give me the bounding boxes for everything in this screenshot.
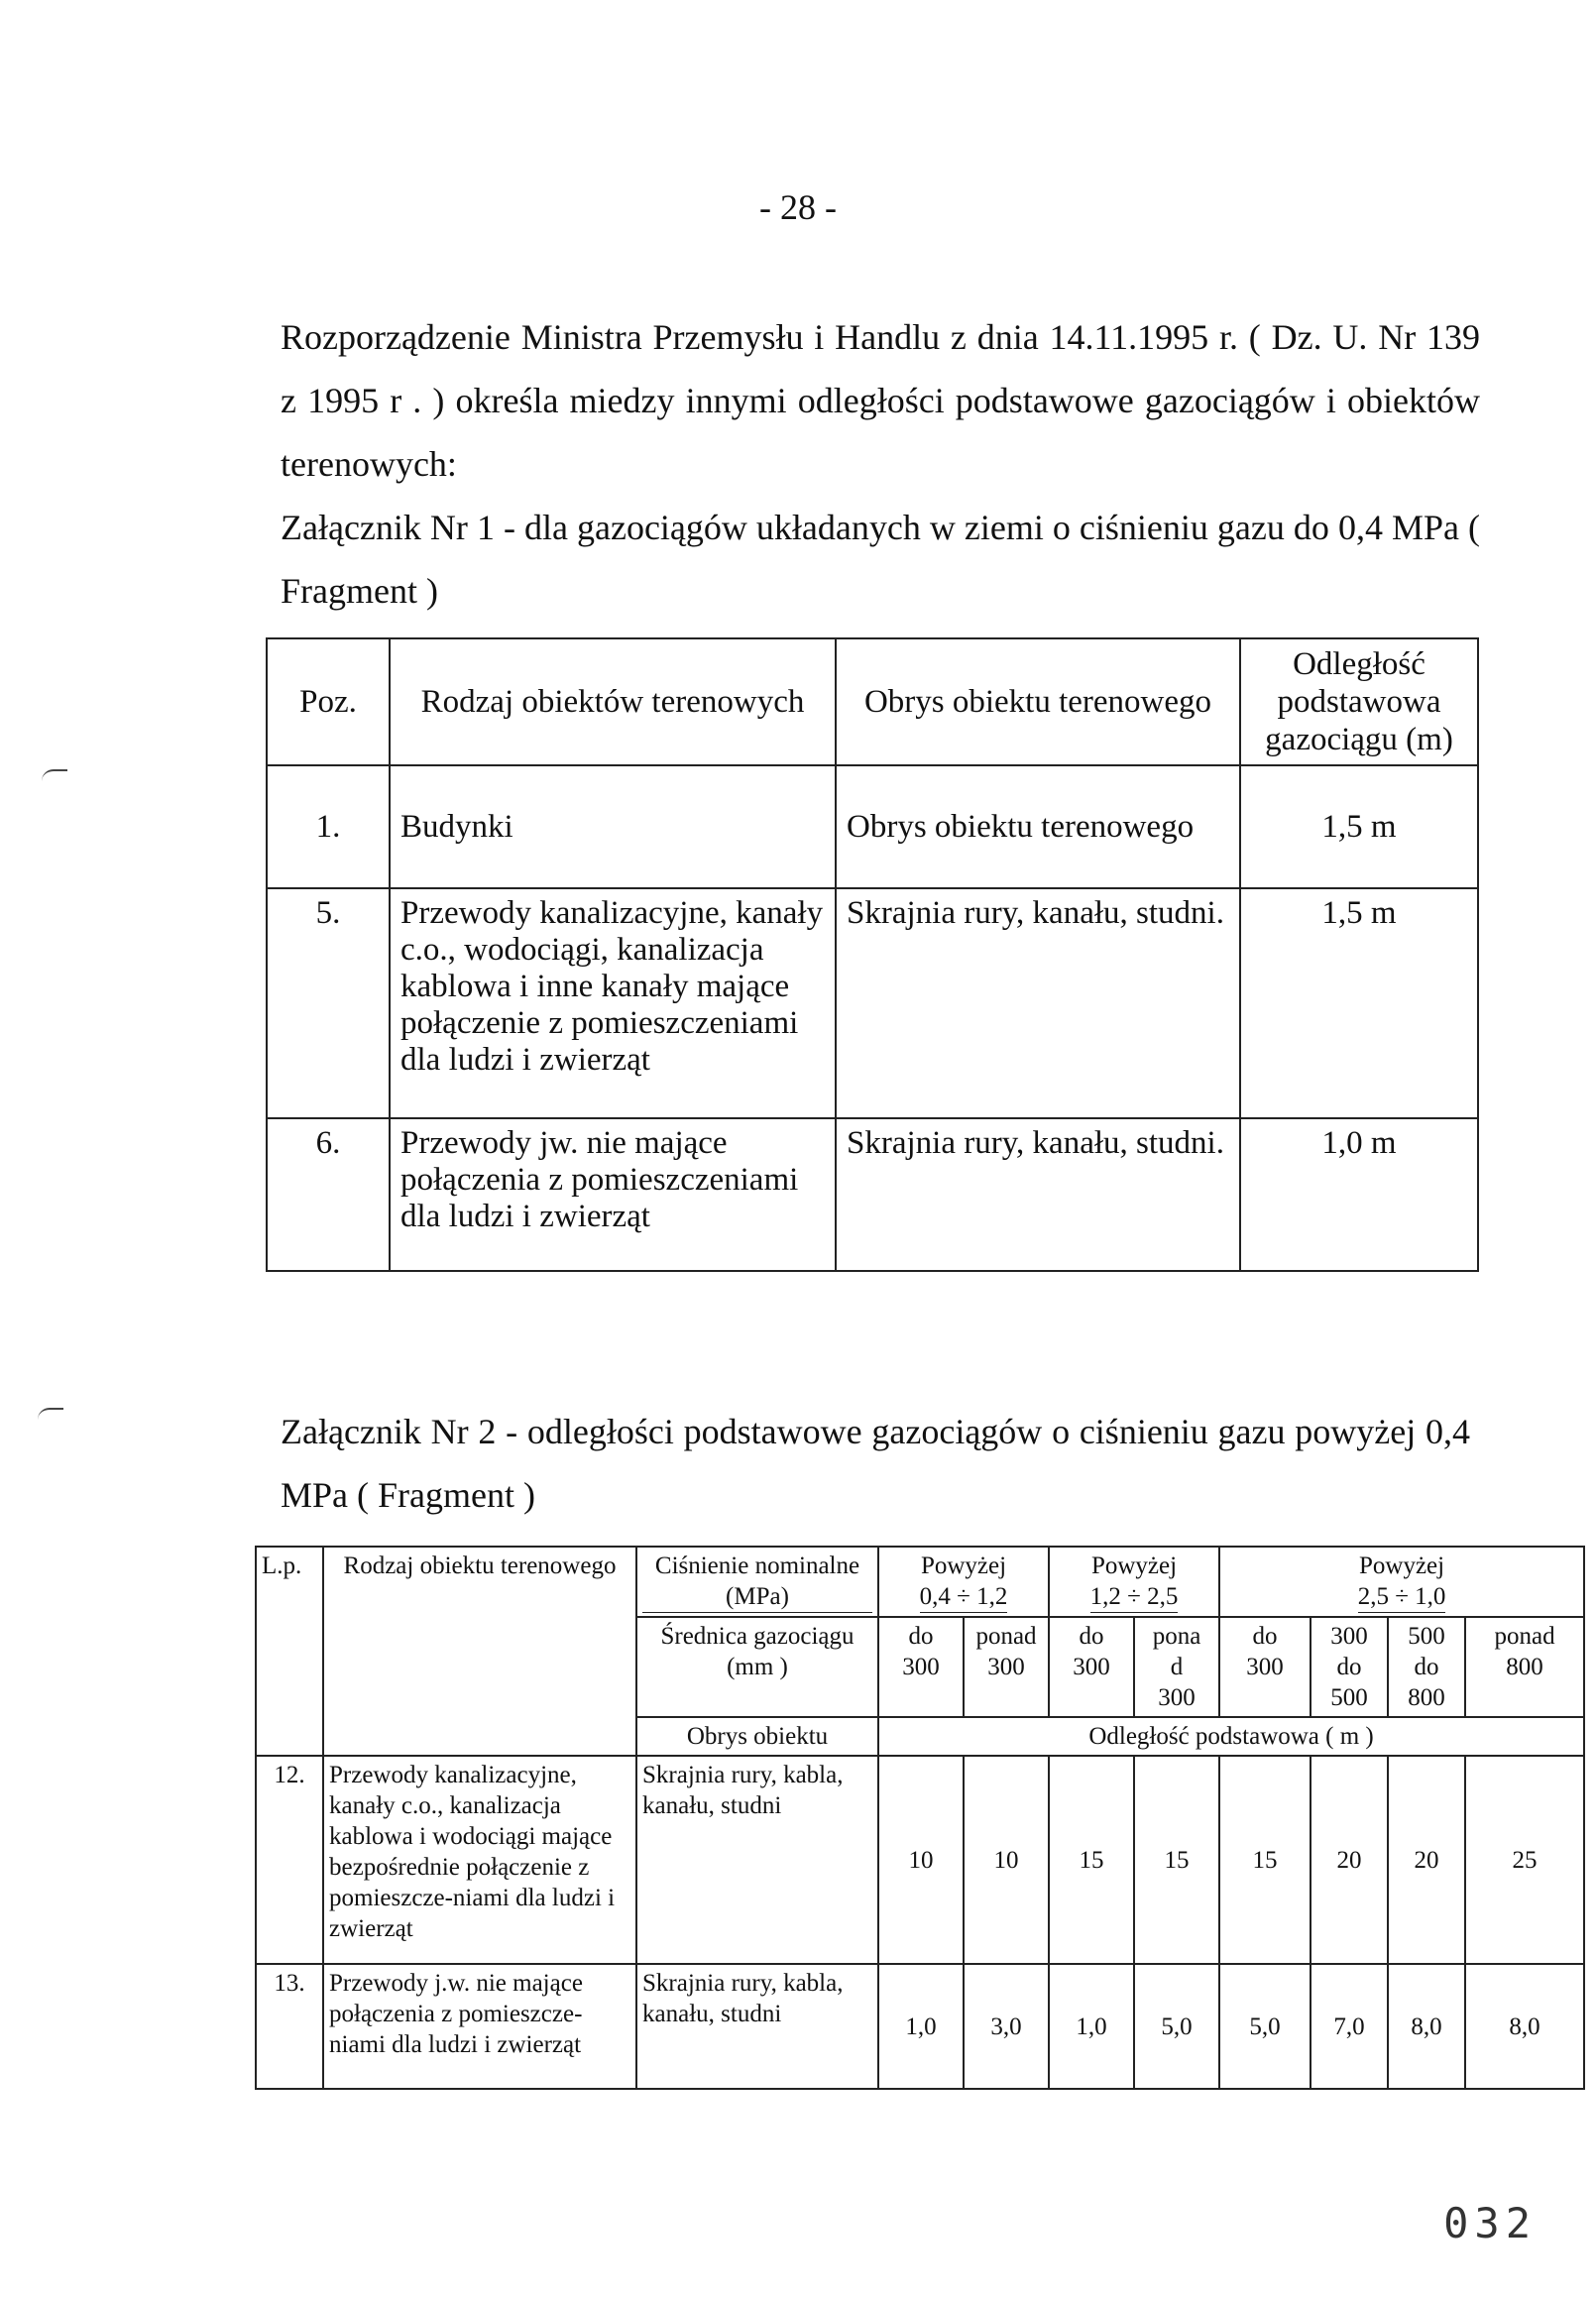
cell-value: 10: [878, 1756, 964, 1964]
diameter-cell: do 300: [1049, 1617, 1134, 1717]
header-group: Powyżej 2,5 ÷ 1,0: [1219, 1547, 1584, 1617]
diameter-cell: pona d 300: [1134, 1617, 1219, 1717]
cell-obrys: Skrajnia rury, kabla, kanału, studni: [636, 1964, 878, 2089]
cell-rodzaj: Przewody kanalizacyjne, kanały c.o., wodociągi, kanalizacja kablowa i inne kanały mające połączenie z pomieszczeniami dla ludzi i zwierząt: [390, 888, 836, 1118]
cell-poz: 1.: [267, 765, 390, 888]
header-rodzaj: Rodzaj obiektów terenowych: [390, 638, 836, 765]
cell-poz: 5.: [267, 888, 390, 1118]
attachment-2-title: Załącznik Nr 2 - odległości podstawowe gazociągów o ciśnieniu gazu powyżej 0,4 MPa ( Fragment ): [281, 1412, 1470, 1515]
diameter-cell: 300 do 500: [1311, 1617, 1388, 1717]
header-poz: Poz.: [267, 638, 390, 765]
margin-mark: [42, 769, 67, 781]
cell-value: 25: [1465, 1756, 1584, 1964]
header-srednica: Średnica gazociągu (mm ): [636, 1617, 878, 1717]
cell-value: 5,0: [1134, 1964, 1219, 2089]
cell-value: 3,0: [964, 1964, 1049, 2089]
cell-obrys: Skrajnia rury, kanału, studni.: [836, 1118, 1240, 1271]
cell-obrys: Skrajnia rury, kabla, kanału, studni: [636, 1756, 878, 1964]
cell-rodzaj: Przewody jw. nie mające połączenia z pomieszczeniami dla ludzi i zwierząt: [390, 1118, 836, 1271]
cell-odleglosc: 1,0 m: [1240, 1118, 1478, 1271]
page-number: - 28 -: [759, 187, 837, 227]
cell-value: 1,0: [878, 1964, 964, 2089]
cell-obrys: Obrys obiektu terenowego: [836, 765, 1240, 888]
header-obrys: Obrys obiektu: [636, 1717, 878, 1756]
cell-value: 5,0: [1219, 1964, 1311, 2089]
table-header-row: [267, 638, 1478, 765]
header-rodzaj: Rodzaj obiektu terenowego: [323, 1547, 636, 1756]
diameter-cell: do 300: [878, 1617, 964, 1717]
table-row: [267, 765, 1478, 888]
attachment-1-table: [266, 637, 1479, 1272]
header-group: Powyżej 0,4 ÷ 1,2: [878, 1547, 1049, 1617]
header-lp: L.p.: [256, 1547, 323, 1756]
cell-odleglosc: 1,5 m: [1240, 888, 1478, 1118]
diameter-cell: do 300: [1219, 1617, 1311, 1717]
diameter-cell: 500 do 800: [1388, 1617, 1465, 1717]
cell-value: 15: [1219, 1756, 1311, 1964]
header-odleglosc: Odległość podstawowa gazociągu (m): [1240, 638, 1478, 765]
cell-lp: 12.: [256, 1756, 323, 1964]
intro-paragraph: Rozporządzenie Ministra Przemysłu i Handlu z dnia 14.11.1995 r. ( Dz. U. Nr 139 z 1995 r . ) określa miedzy innymi odległości podstawowe gazociągów i obiektów terenowych:: [281, 317, 1480, 484]
margin-mark: [38, 1408, 63, 1420]
cell-rodzaj: Przewody kanalizacyjne, kanały c.o., kanalizacja kablowa i wodociągi mające bezpośrednie połączenie z pomieszcze-niami dla ludzi i zwierząt: [323, 1756, 636, 1964]
cell-lp: 13.: [256, 1964, 323, 2089]
cell-value: 8,0: [1388, 1964, 1465, 2089]
cell-poz: 6.: [267, 1118, 390, 1271]
header-odleglosc: Odległość podstawowa ( m ): [878, 1717, 1584, 1756]
page-stamp: 032: [1443, 2199, 1537, 2247]
cell-value: 7,0: [1311, 1964, 1388, 2089]
cell-value: 20: [1388, 1756, 1465, 1964]
table-row: [267, 888, 1478, 1118]
attachment-2-table: [255, 1546, 1585, 2090]
table-row: [256, 1964, 1584, 2089]
cell-value: 20: [1311, 1756, 1388, 1964]
cell-value: 15: [1134, 1756, 1219, 1964]
cell-obrys: Skrajnia rury, kanału, studni.: [836, 888, 1240, 1118]
cell-rodzaj: Budynki: [390, 765, 836, 888]
cell-value: 15: [1049, 1756, 1134, 1964]
attachment-1-title: Załącznik Nr 1 - dla gazociągów układanych w ziemi o ciśnieniu gazu do 0,4 MPa ( Fragment ): [281, 508, 1480, 611]
table-row: [256, 1756, 1584, 1964]
diameter-cell: ponad 300: [964, 1617, 1049, 1717]
cell-value: 10: [964, 1756, 1049, 1964]
cell-rodzaj: Przewody j.w. nie mające połączenia z pomieszcze-niami dla ludzi i zwierząt: [323, 1964, 636, 2089]
header-obrys: Obrys obiektu terenowego: [836, 638, 1240, 765]
diameter-cell: ponad 800: [1465, 1617, 1584, 1717]
header-cisnienie: Ciśnienie nominalne (MPa): [636, 1547, 878, 1617]
cell-value: 8,0: [1465, 1964, 1584, 2089]
header-group: Powyżej 1,2 ÷ 2,5: [1049, 1547, 1219, 1617]
cell-odleglosc: 1,5 m: [1240, 765, 1478, 888]
table-header-row: [256, 1547, 1584, 1617]
cell-value: 1,0: [1049, 1964, 1134, 2089]
table-row: [267, 1118, 1478, 1271]
